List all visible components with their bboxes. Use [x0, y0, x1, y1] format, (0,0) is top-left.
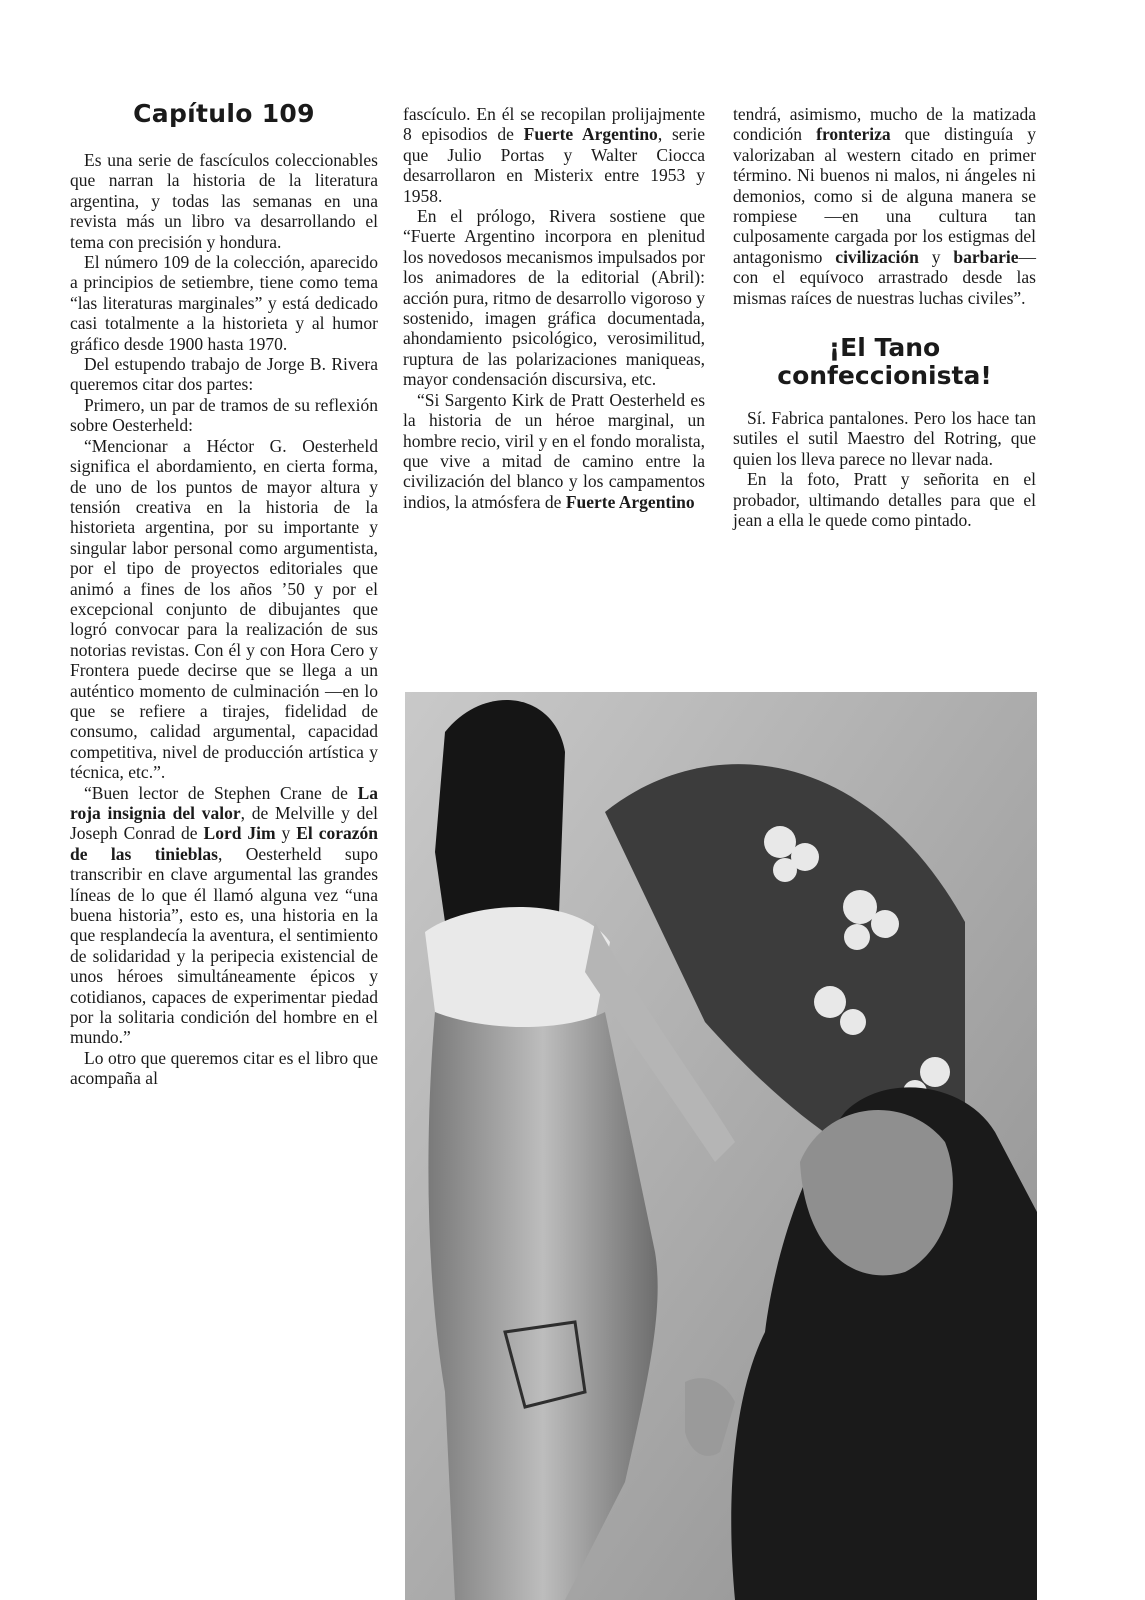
- column-3: [733, 104, 1036, 531]
- text-run: fascículo. En él se recopilan prolijajmente 8 episodios de: [403, 104, 705, 145]
- column-2: [403, 104, 705, 512]
- paragraph: Sí. Fabrica pantalones. Pero los hace tan sutiles el sutil Maestro del Rotring, que quien los lleva parece no llevar nada.: [733, 408, 1036, 469]
- text-run: , de Melville y del Joseph Conrad de: [70, 803, 378, 844]
- emphasis: fronteriza: [816, 124, 891, 145]
- text-run: , Oesterheld supo transcribir en clave argumental las grandes líneas de lo que él llamó alguna vez “una buena historia”, esto es, una historia en la que resplandecía la aventura, el sentimiento de solidaridad y la peripecia existencial de unos héroes simultáneamente épicos y cotidianos, capaces de experimentar piedad por la solitaria condición del hombre en el mundo.”: [70, 843, 378, 1048]
- paragraph: En el prólogo, Rivera sostiene que “Fuerte Argentino incorpora en plenitud los novedosos mecanismos impulsados por los animadores de la editorial (Abril): acción pura, ritmo de desarrollo vigoroso y sostenido, imagen gráfica documentada, ahondamiento psicológico, verosimilitud, ruptura de las polarizaciones maniqueas, mayor condensación discursiva, etc.: [403, 206, 705, 390]
- paragraph: Primero, un par de tramos de su reflexión sobre Oesterheld:: [70, 394, 378, 436]
- fitting-room-photo: [405, 692, 1037, 1600]
- book-title: La roja insignia del valor: [70, 782, 378, 823]
- heading-line: confeccionista!: [777, 361, 992, 391]
- text-run: y: [275, 823, 297, 844]
- photo-illustration: [405, 692, 1037, 1600]
- heading-line: ¡El Tano: [828, 333, 941, 363]
- text-run: “Buen lector de Stephen Crane de: [84, 782, 358, 803]
- series-title: Fuerte Argentino: [565, 491, 695, 512]
- paragraph: Del estupendo trabajo de Jorge B. Rivera queremos citar dos partes:: [70, 354, 378, 395]
- quote-paragraph: [70, 783, 378, 1048]
- paragraph: Lo otro que queremos citar es el libro que acompaña al: [70, 1047, 378, 1089]
- paragraph: Es una serie de fascículos coleccionables que narran la historia de la literatura argentina, y todas las semanas en una revista más un libro va desarrollando el tema con precisión y hondura.: [70, 150, 378, 252]
- emphasis: barbarie: [953, 246, 1019, 267]
- book-title: Lord Jim: [203, 823, 276, 844]
- text-run: que distinguía y valorizaban al western citado en primer término. Ni buenos ni malos, ni ángeles ni demonios, como si de alguna manera se rompiese —en una cultura tan culposamente cargada por los estigmas del antagonismo: [733, 124, 1037, 267]
- column-1: [70, 100, 378, 1089]
- text-run: tendrá, asimismo, mucho de la matizada condición: [733, 104, 1036, 145]
- text-run: y: [918, 246, 954, 267]
- section-heading-el-tano: [733, 334, 1036, 390]
- paragraph: [403, 104, 705, 206]
- book-title: El corazón de las tinieblas: [70, 823, 378, 864]
- series-title: Fuerte Argentino: [523, 124, 658, 145]
- text-run: , serie que Julio Portas y Walter Ciocca desarrollaron en Misterix entre 1953 y 1958.: [403, 124, 705, 206]
- paragraph: El número 109 de la colección, aparecido a principios de setiembre, tiene como tema “las literaturas marginales” y está dedicado casi totalmente a la historieta y al humor gráfico desde 1900 hasta 1970.: [70, 252, 378, 354]
- section-heading-capitulo-109: Capítulo 109: [133, 99, 315, 128]
- paragraph: En la foto, Pratt y señorita en el probador, ultimando detalles para que el jean a ella le quede como pintado.: [733, 469, 1036, 531]
- paragraph: [733, 104, 1036, 308]
- emphasis: civilización: [835, 246, 919, 267]
- text-run: — con el equívoco arrastrado desde las mismas raíces de nuestras luchas civiles”.: [733, 246, 1037, 308]
- quote-paragraph: “Mencionar a Héctor G. Oesterheld significa el abordamiento, en cierta forma, de uno de los puntos de mayor altura y tensión creativa en la historia de la historieta argentina, por su importante y singular labor personal como argumentista, por el tipo de proyectos editoriales que animó a fines de los años ’50 y por el excepcional conjunto de dibujantes que logró convocar para la realización de sus notorias revistas. Con él y con Hora Cero y Frontera puede decirse que se llega a un auténtico momento de culminación —en lo que se refiere a tirajes, fidelidad de consumo, calidad argumental, capacidad competitiva, nivel de producción artística y técnica, etc.”.: [70, 435, 378, 783]
- text-run: “Si Sargento Kirk de Pratt Oesterheld es la historia de un héroe marginal, un hombre recio, viril y en el fondo moralista, que vive a mitad de camino entre la civilización del blanco y los campamentos indios, la atmósfera de: [403, 389, 705, 512]
- quote-paragraph: [403, 390, 705, 512]
- white-blouse: [425, 907, 610, 1034]
